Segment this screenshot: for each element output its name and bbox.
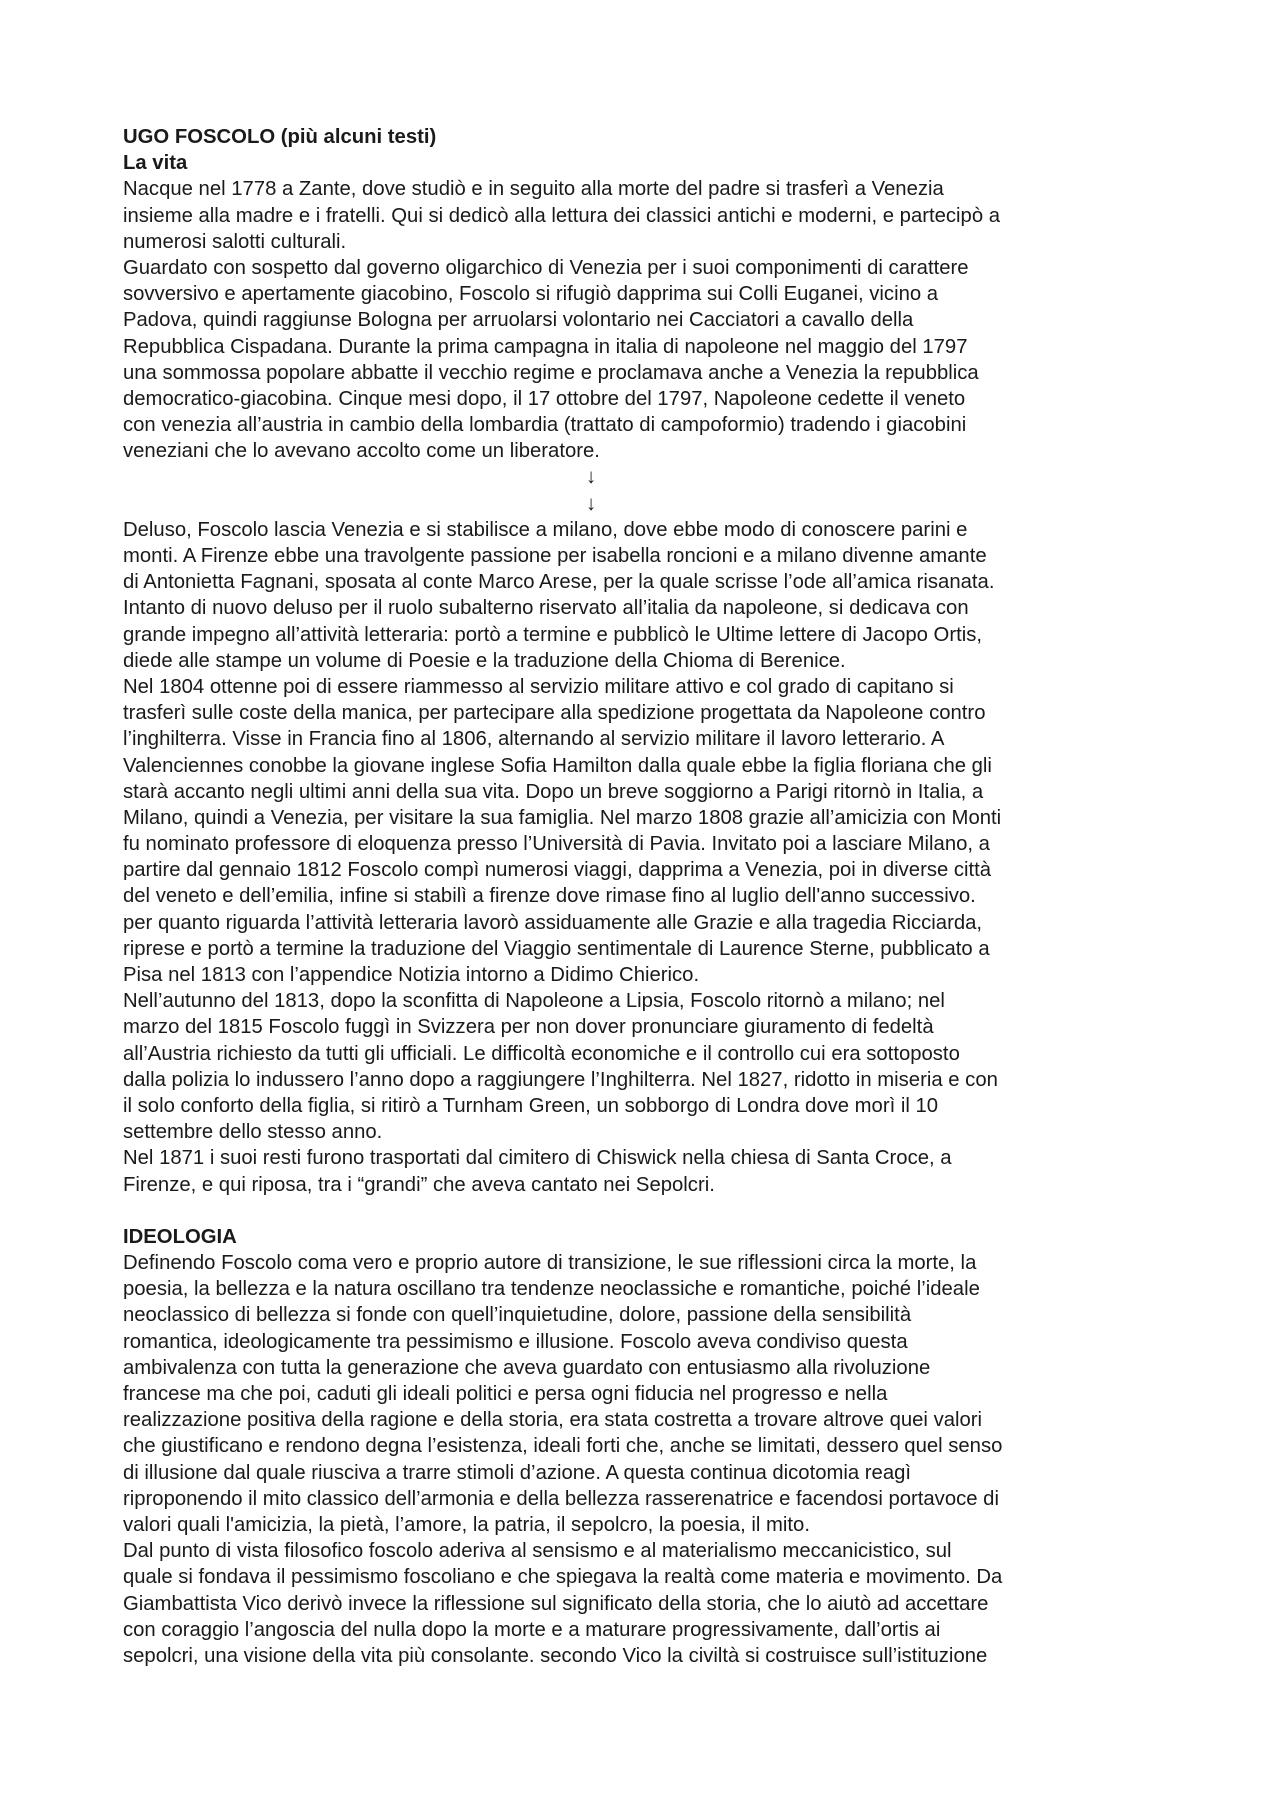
text-line: democratico-giacobina. Cinque mesi dopo, il 17 ottobre del 1797, Napoleone cedette il veneto: [123, 387, 966, 410]
text-line: fu nominato professore di eloquenza presso l’Università di Pavia. Invitato poi a lasciare Milano, a: [123, 833, 990, 856]
text-line: per quanto riguarda l’attività letteraria lavorò assiduamente alle Grazie e alla tragedia Ricciarda,: [123, 911, 983, 934]
paragraph-spacer: [123, 1198, 1173, 1224]
text-line: che giustificano e rendono degna l’esistenza, ideali forti che, anche se limitati, dessero quel senso: [123, 1435, 1003, 1458]
text-line: settembre dello stesso anno.: [123, 1121, 383, 1144]
text-line: starà accanto negli ultimi anni della sua vita. Dopo un breve soggiorno a Parigi ritornò in Italia, a: [123, 780, 984, 803]
section-heading-vita: La vita: [123, 152, 188, 175]
text-line: diede alle stampe un volume di Poesie e la traduzione della Chioma di Berenice.: [123, 649, 846, 672]
text-line: Valenciennes conobbe la giovane inglese Sofia Hamilton dalla quale ebbe la figlia floriana che gli: [123, 754, 992, 777]
text-line: con venezia all’austria in cambio della lombardia (trattato di campoformio) tradendo i giacobini: [123, 414, 967, 437]
document-title: UGO FOSCOLO (più alcuni testi): [123, 126, 437, 148]
text-line: Pisa nel 1813 con l’appendice Notizia intorno a Didimo Chierico.: [123, 964, 700, 986]
section-heading-ideologia: IDEOLOGIA: [123, 1225, 237, 1248]
text-line: Dal punto di vista filosofico foscolo aderiva al sensismo e al materialismo meccanicistico, sul: [123, 1540, 952, 1563]
text-line: valori quali l'amicizia, la pietà, l’amore, la patria, il sepolcro, la poesia, il mito.: [123, 1513, 810, 1536]
text-line: francese ma che poi, caduti gli ideali politici e persa ogni fiducia nel progresso e nella: [123, 1383, 888, 1405]
text-line: Repubblica Cispadana. Durante la prima campagna in italia di napoleone nel maggio del 1797: [123, 335, 968, 358]
vita-paragraph-b: [123, 517, 1173, 1198]
document-page: [123, 124, 1173, 1669]
text-line: il solo conforto della figlia, si ritirò a Turnham Green, un sobborgo di Londra dove morì il 10: [123, 1094, 939, 1117]
text-line: Definendo Foscolo coma vero e proprio autore di transizione, le sue riflessioni circa la morte, la: [123, 1252, 977, 1275]
text-line: Nell’autunno del 1813, dopo la sconfitta di Napoleone a Lipsia, Foscolo ritornò a milano; nel: [123, 990, 945, 1013]
text-line: neoclassico di bellezza si fonde con quell’inquietudine, dolore, passione della sensibilità: [123, 1304, 912, 1327]
text-line: insieme alla madre e i fratelli. Qui si dedicò alla lettura dei classici antichi e moderni, e partecipò a: [123, 204, 1001, 227]
text-line: Padova, quindi raggiunse Bologna per arruolarsi volontario nei Cacciatori a cavallo della: [123, 309, 914, 332]
ideologia-paragraph: [123, 1250, 1173, 1669]
text-line: Giambattista Vico derivò invece la riflessione sul significato della storia, che lo aiutò ad accettare: [123, 1592, 989, 1615]
text-line: partire dal gennaio 1812 Foscolo compì numerosi viaggi, dapprima a Venezia, poi in diverse città: [123, 859, 992, 882]
text-line: di illusione dal quale riusciva a trarre stimoli d’azione. A questa continua dicotomia reagì: [123, 1461, 912, 1484]
text-line: all’Austria richiesto da tutti gli ufficiali. Le difficoltà economiche e il controllo cui era sottoposto: [123, 1042, 960, 1065]
text-line: marzo del 1815 Foscolo fuggì in Svizzera per non dover pronunciare giuramento di fedeltà: [123, 1016, 934, 1039]
text-line: realizzazione positiva della ragione e della storia, era stata costretta a trovare altrove quei valori: [123, 1409, 983, 1432]
text-line: dalla polizia lo indussero l’anno dopo a raggiungere l’Inghilterra. Nel 1827, ridotto in miseria e con: [123, 1068, 998, 1091]
text-line: grande impegno all’attività letteraria: portò a termine e pubblicò le Ultime lettere di Jacopo Ortis,: [123, 623, 983, 646]
text-line: Nel 1871 i suoi resti furono trasportati dal cimitero di Chiswick nella chiesa di Santa Croce, a: [123, 1147, 952, 1170]
text-line: numerosi salotti culturali.: [123, 230, 347, 253]
text-line: Milano, quindi a Venezia, per visitare la sua famiglia. Nel marzo 1808 grazie all’amicizia con Monti: [123, 806, 1002, 829]
text-line: del veneto e dell’emilia, infine si stabilì a firenze dove rimase fino al luglio dell'anno successivo.: [123, 885, 976, 908]
text-line: monti. A Firenze ebbe una travolgente passione per isabella roncioni e a milano divenne amante: [123, 545, 987, 567]
text-line: veneziani che lo avevano accolto come un liberatore.: [123, 440, 600, 463]
text-line: una sommossa popolare abbatte il vecchio regime e proclamava anche a Venezia la repubblica: [123, 361, 979, 384]
text-line: l’inghilterra. Visse in Francia fino al 1806, alternando al servizio militare il lavoro letterario. A: [123, 728, 945, 751]
text-line: riprese e portò a termine la traduzione del Viaggio sentimentale di Laurence Sterne, pubblicato a: [123, 937, 990, 960]
text-line: di Antonietta Fagnani, sposata al conte Marco Arese, per la quale scrisse l’ode all’amica risanata.: [123, 571, 995, 594]
text-line: ambivalenza con tutta la generazione che aveva guardato con entusiasmo alla rivoluzione: [123, 1356, 931, 1379]
text-line: romantica, ideologicamente tra pessimismo e illusione. Foscolo aveva condiviso questa: [123, 1330, 908, 1353]
text-line: Nacque nel 1778 a Zante, dove studiò e in seguito alla morte del padre si trasferì a Venezia: [123, 178, 944, 201]
text-line: Firenze, e qui riposa, tra i “grandi” che aveva cantato nei Sepolcri.: [123, 1173, 715, 1196]
text-line: poesia, la bellezza e la natura oscillano tra tendenze neoclassiche e romantiche, poiché l’ideale: [123, 1278, 980, 1301]
text-line: sovversivo e apertamente giacobino, Foscolo si rifugiò dapprima sui Colli Euganei, vicino a: [123, 283, 939, 306]
down-arrow-icon: ↓: [586, 466, 597, 489]
text-line: con coraggio l’angoscia del nulla dopo la morte e a maturare progressivamente, dall’ortis ai: [123, 1618, 941, 1641]
text-line: trasferì sulle coste della manica, per partecipare alla spedizione progettata da Napoleone contro: [123, 702, 986, 725]
text-line: Guardato con sospetto dal governo oligarchico di Venezia per i suoi componimenti di carattere: [123, 256, 969, 279]
text-line: Intanto di nuovo deluso per il ruolo subalterno riservato all’italia da napoleone, si dedicava con: [123, 597, 969, 620]
text-line: quale si fondava il pessimismo foscoliano e che spiegava la realtà come materia e movimento. Da: [123, 1566, 1003, 1589]
down-arrow-icon: ↓: [586, 492, 597, 515]
text-line: riproponendo il mito classico dell’armonia e della bellezza rasserenatrice e facendosi portavoce di: [123, 1487, 999, 1510]
text-line: sepolcri, una visione della vita più consolante. secondo Vico la civiltà si costruisce sull’istituzione: [123, 1644, 988, 1667]
vita-paragraph-a: [123, 176, 1173, 464]
text-line: Nel 1804 ottenne poi di essere riammesso al servizio militare attivo e col grado di capitano si: [123, 675, 954, 698]
text-line: Deluso, Foscolo lascia Venezia e si stabilisce a milano, dove ebbe modo di conoscere parini e: [123, 518, 968, 541]
